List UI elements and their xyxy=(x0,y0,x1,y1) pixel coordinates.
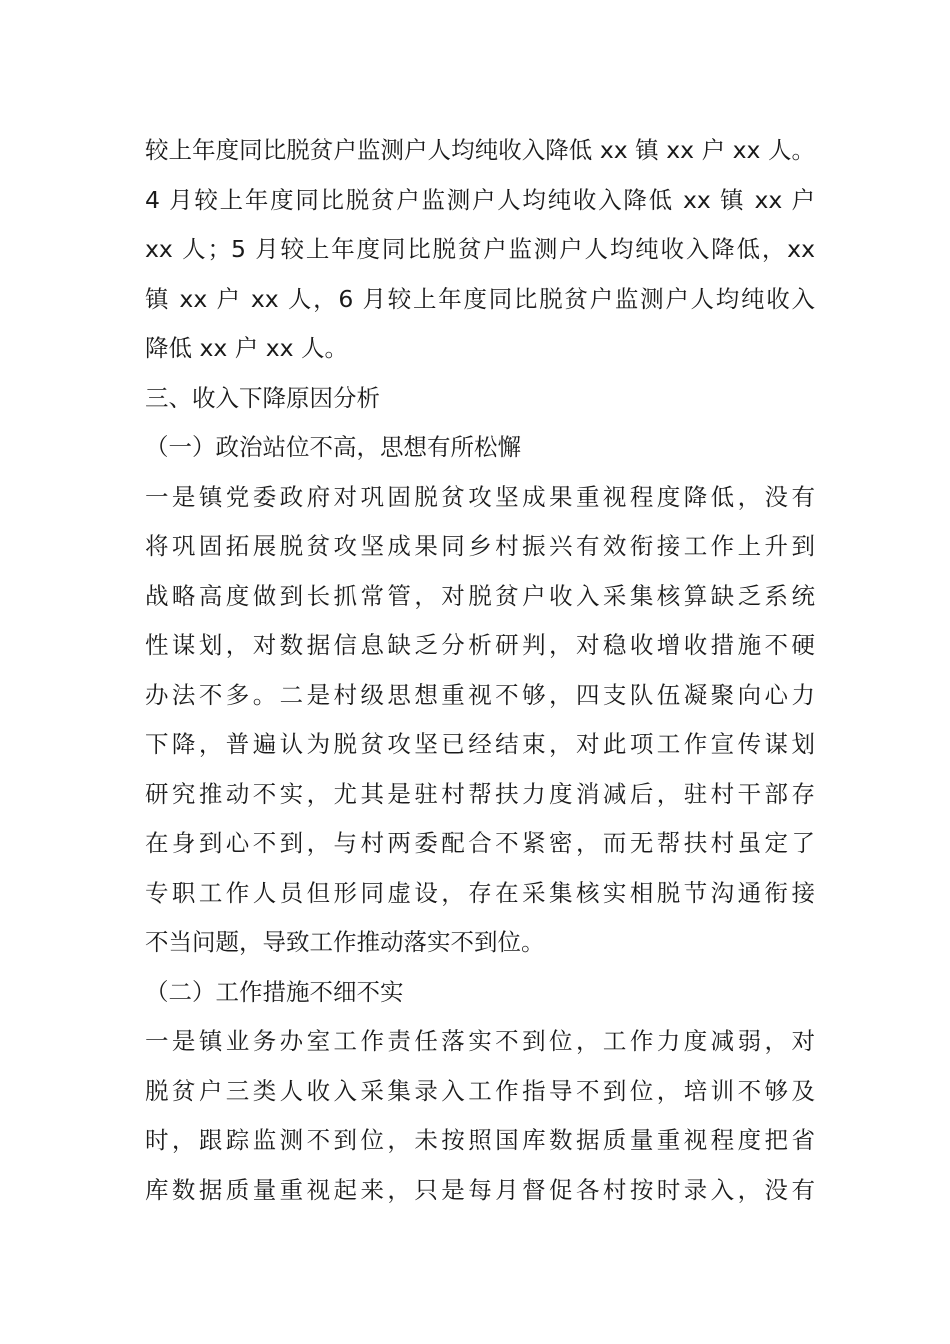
text-line: 4 月较上年度同比脱贫户监测户人均纯收入降低 xx 镇 xx 户 xyxy=(145,185,815,214)
text-line: 镇 xx 户 xx 人，6 月较上年度同比脱贫户监测户人均纯收入 xyxy=(145,284,815,313)
text-line: 不当问题，导致工作推动落实不到位。 xyxy=(145,928,545,956)
text-line: xx 人；5 月较上年度同比脱贫户监测户人均纯收入降低，xx xyxy=(145,235,815,263)
text-line: 办法不多。二是村级思想重视不够，四支队伍凝聚向心力 xyxy=(145,680,815,709)
text-line: 三、收入下降原因分析 xyxy=(145,383,380,412)
text-line: 时，跟踪监测不到位，未按照国库数据质量重视程度把省 xyxy=(145,1126,815,1154)
text-line: 库数据质量重视起来，只是每月督促各村按时录入，没有 xyxy=(145,1175,815,1204)
text-line: （一）政治站位不高，思想有所松懈 xyxy=(145,433,521,461)
text-line: 研究推动不实，尤其是驻村帮扶力度消减后，驻村干部存 xyxy=(145,779,815,808)
text-line: 性谋划，对数据信息缺乏分析研判，对稳收增收措施不硬 xyxy=(145,631,815,659)
text-line: 一是镇党委政府对巩固脱贫攻坚成果重视程度降低，没有 xyxy=(145,482,815,511)
text-line: 在身到心不到，与村两委配合不紧密，而无帮扶村虽定了 xyxy=(145,829,815,857)
text-line: 较上年度同比脱贫户监测户人均纯收入降低 xx 镇 xx 户 xx 人。 xyxy=(145,136,815,164)
text-line: 专职工作人员但形同虚设，存在采集核实相脱节沟通衔接 xyxy=(145,878,815,907)
text-line: 脱贫户三类人收入采集录入工作指导不到位，培训不够及 xyxy=(145,1076,815,1105)
text-line: 将巩固拓展脱贫攻坚成果同乡村振兴有效衔接工作上升到 xyxy=(145,532,815,560)
text-line: 下降，普遍认为脱贫攻坚已经结束，对此项工作宣传谋划 xyxy=(145,730,815,758)
text-line: （二）工作措施不细不实 xyxy=(145,977,404,1006)
text-line: 降低 xx 户 xx 人。 xyxy=(145,334,349,362)
text-line: 一是镇业务办室工作责任落实不到位，工作力度减弱，对 xyxy=(145,1027,815,1055)
text-line: 战略高度做到长抓常管，对脱贫户收入采集核算缺乏系统 xyxy=(145,581,815,610)
document-body xyxy=(145,126,815,1215)
